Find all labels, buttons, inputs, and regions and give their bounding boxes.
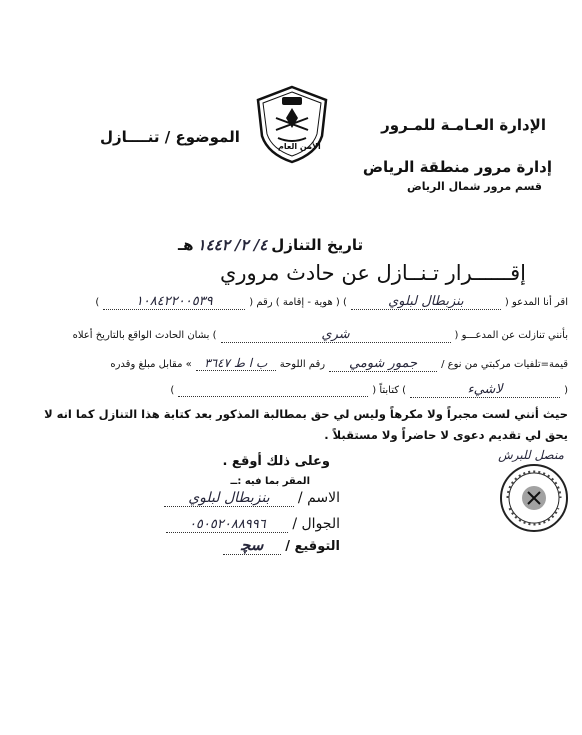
declarant-id-field: ١٠٨٤٢٢٠٠٥٣٩ xyxy=(103,294,245,310)
subject-line: الموضوع / تنــــازل xyxy=(100,128,240,146)
date-line xyxy=(178,236,363,254)
line2-prefix: بأنني تنازلت عن المدعـــو ( xyxy=(454,330,568,341)
date-suffix: هـ xyxy=(178,236,194,254)
declarant-name-field: بنزبطال لبلوي xyxy=(351,294,501,310)
signer-name-label: الاسم / xyxy=(297,490,340,506)
line4-open: ( xyxy=(564,385,568,396)
line2-end: ) بشان الحادث الواقع بالتاريخ أعلاه xyxy=(72,330,217,341)
signer-name-value: بنزبطال لبلوي xyxy=(164,490,294,507)
signer-name-row xyxy=(164,490,340,507)
statement-line-2: يحق لي تقديم دعوى لا حاضراً ولا مستقبلاً . xyxy=(324,428,568,442)
closing-line: وعلى ذلك أوقع . xyxy=(222,454,330,469)
amount-field: لاشيء xyxy=(410,382,560,398)
line1-prefix: اقر أنا المدعو ( xyxy=(504,297,568,308)
saudi-security-emblem-icon xyxy=(252,84,332,164)
round-official-stamp-icon xyxy=(498,462,570,534)
emblem-label: الأمن العام xyxy=(278,142,321,151)
line3-mid: رقم اللوحة xyxy=(279,359,326,370)
declaration-line-4 xyxy=(170,382,568,398)
signer-signature-label: التوقيع / xyxy=(285,539,340,554)
vehicle-type-field: جمور شومي xyxy=(329,356,437,372)
line3-prefix: قيمة=تلفيات مركبتي من نوع / xyxy=(441,359,568,370)
org-line-3: قسم مرور شمال الرياض xyxy=(406,180,542,193)
declaration-line-2 xyxy=(73,327,568,343)
waived-party-field: شري xyxy=(221,327,451,343)
org-line-2: إدارة مرور منطقة الرياض xyxy=(362,158,552,176)
stamp-handwriting: منصل للبرش xyxy=(498,448,564,462)
date-value: ٤/ ٢/ ١٤٤٢ xyxy=(197,236,268,254)
line4-end: ) كتابتاً ( xyxy=(372,385,407,396)
org-line-1: الإدارة العـامـة للمـرور xyxy=(381,116,546,134)
signer-signature-row xyxy=(223,536,340,555)
amount-in-words-field xyxy=(178,385,368,397)
signer-heading: المقر بما فيه :ــ xyxy=(230,476,310,487)
date-label: تاريخ التنازل xyxy=(271,236,364,254)
declaration-line-3 xyxy=(110,356,568,372)
signer-phone-label: الجوال / xyxy=(292,516,340,532)
statement-line-1: حيث أنني لست مجبراً ولا مكرهاً وليس لي حق بمطالبة المذكور بعد كتابة هذا التنازل كما انه لا xyxy=(44,407,568,421)
signer-phone-value: ٠٥٠٥٢٠٨٨٩٩٦ xyxy=(166,517,288,533)
signature-mark: ﺳﭽ xyxy=(223,536,281,555)
line3-end: » مقابل مبلغ وقدره xyxy=(110,359,192,370)
line4-close: ) xyxy=(170,385,175,396)
form-title: إقــــــرار تـنــازل عن حادث مروري xyxy=(219,261,526,285)
plate-number-field: ب ا ط ٣٦٤٧ xyxy=(196,356,276,371)
signer-phone-row xyxy=(166,516,340,533)
declaration-line-1 xyxy=(95,294,568,310)
line1-end: ) xyxy=(95,297,100,308)
line1-mid: ) ( هوية - إقامة ) رقم ( xyxy=(249,297,347,308)
